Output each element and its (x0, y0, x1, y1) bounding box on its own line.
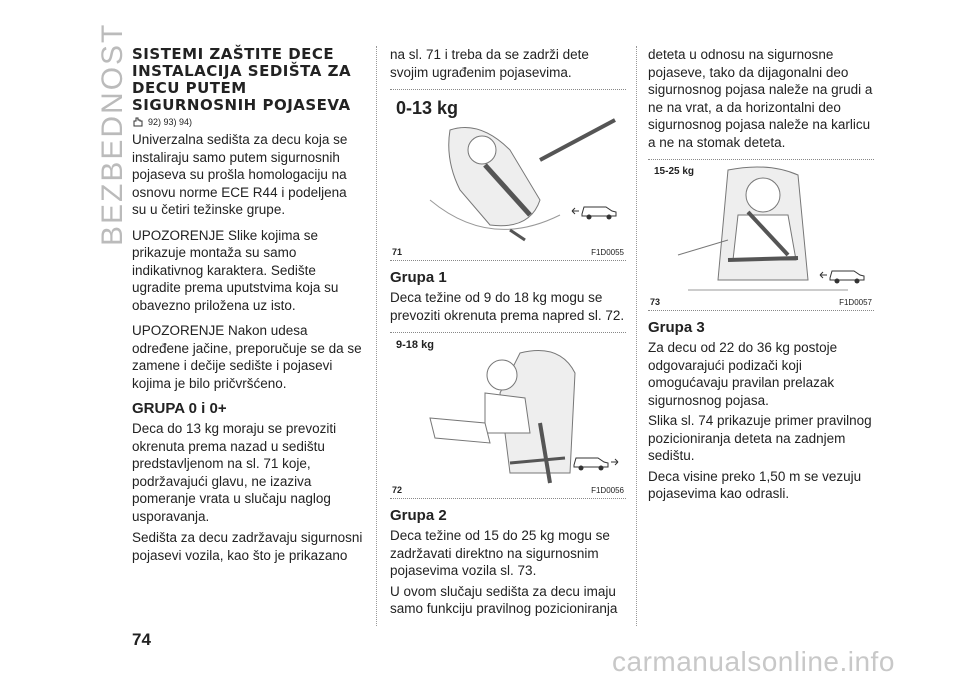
paragraph-group-0: Deca do 13 kg moraju se prevoziti okrenuta prema nazad u sedištu predstavljenom na sl. 71 koje, podržavajući glavu, ne izaziva pomeranje vrata u slučaju naglog usporavanja. (132, 421, 337, 524)
watermark: carmanualsonline.info (612, 646, 895, 677)
figure-73-code: F1D0057 (839, 298, 872, 307)
paragraph-group-2-cont: U ovom slučaju sedišta za decu imaju samo funkciju pravilnog pozicioniranja (390, 583, 618, 616)
paragraph-group-3: Za decu od 22 do 36 kg postoje odgovarajući podizači koji omogućavaju pravilan prelazak sigurnosnog pojasa. (648, 340, 838, 408)
group-2-heading: Grupa 2 (390, 507, 447, 524)
figure-72-number: 72 (392, 485, 403, 495)
column-1 (132, 46, 364, 572)
figure-72 (390, 332, 626, 499)
column-divider (376, 46, 377, 626)
group-0-heading: GRUPA 0 i 0+ (132, 400, 227, 417)
column-divider (636, 46, 637, 626)
group-1-heading: Grupa 1 (390, 269, 447, 286)
figure-71-label: 0-13 kg (396, 98, 459, 118)
paragraph-warning-2: UPOZORENJE Nakon udesa određene jačine, preporučuje se da se zamene i dečije sedište i pojasevi kojima je bilo pričvršćeno. (132, 323, 362, 391)
car-icon (570, 202, 620, 220)
group-3-heading: Grupa 3 (648, 319, 705, 336)
column-2 (390, 46, 626, 626)
section-side-title: BEZBEDNOST (96, 22, 129, 246)
paragraph-group-0-cont: Sedišta za decu zadržavaju sigurnosni pojasevi vozila, kao što je prikazano (132, 530, 363, 563)
warning-references: 92) 93) 94) (132, 116, 364, 127)
warning-hand-icon (132, 116, 144, 127)
figure-73-label: 15-25 kg (654, 166, 695, 177)
booster-seat-illustration (648, 160, 874, 310)
figure-72-label: 9-18 kg (396, 339, 434, 351)
figure-71-number: 71 (392, 247, 403, 257)
car-icon (818, 266, 868, 284)
section-heading: SISTEMI ZAŠTITE DECE INSTALACIJA SEDIŠTA ZA DECU PUTEM SIGURNOSNIH POJASEVA (132, 45, 352, 114)
car-icon (570, 453, 620, 471)
paragraph-group-3-fig74: Slika sl. 74 prikazuje primer pravilnog pozicioniranja deteta na zadnjem sedištu. (648, 413, 872, 463)
paragraph-warning-1: UPOZORENJE Slike kojima se prikazuje montaža su samo indikativnog karaktera. Sedište ugradite prema uputstvima koja su obavezno priložena uz isto. (132, 227, 339, 313)
column-3 (648, 46, 874, 511)
figure-73-number: 73 (650, 297, 661, 307)
page-number: 74 (132, 630, 151, 649)
figure-71 (390, 89, 626, 261)
forward-facing-seat-illustration (390, 333, 626, 498)
paragraph-intro: Univerzalna sedišta za decu koja se instaliraju samo putem sigurnosnih pojaseva su prošla homologaciju na osnovu norme ECE R44 i podeljena su u četiri težinske grupe. (132, 132, 348, 217)
paragraph-group-3-adults: Deca visine preko 1,50 m se vezuju pojasevima kao odrasli. (648, 468, 862, 501)
paragraph-group-2: Deca težine od 15 do 25 kg mogu se zadržavati direktno na sigurnosnim pojasevima vozila sl. 73. (390, 528, 610, 578)
paragraph-fig71-ref: na sl. 71 i treba da se zadrži dete svojim ugrađenim pojasevima. (390, 47, 589, 80)
figure-71-code: F1D0055 (591, 248, 624, 257)
figure-72-code: F1D0056 (591, 486, 624, 495)
figure-73 (648, 159, 874, 311)
paragraph-group-1: Deca težine od 9 do 18 kg mogu se prevoziti okrenuta prema napred sl. 72. (390, 290, 625, 323)
paragraph-belt-positioning: deteta u odnosu na sigurnosne pojaseve, tako da dijagonalni deo sigurnosnog pojasa naleže na grudi a ne na vrat, a da horizontalni deo sigurnosnog pojasa naleže na karlicu a ne na stomak deteta. (648, 47, 873, 150)
